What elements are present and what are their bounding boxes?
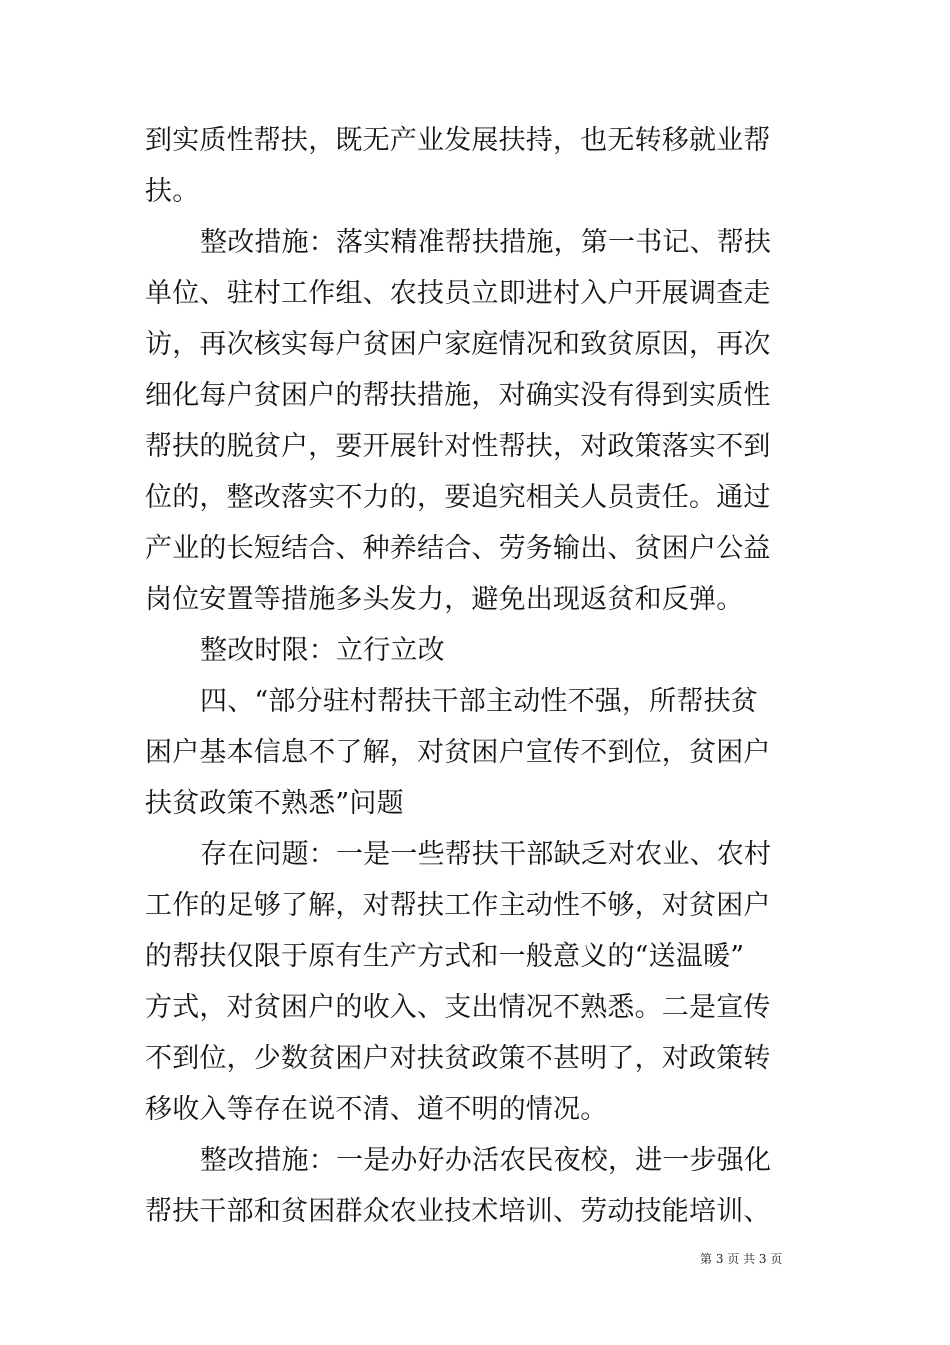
- text-line: 帮扶干部和贫困群众农业技术培训、劳动技能培训、: [145, 1196, 771, 1227]
- text-line: 帮扶的脱贫户，要开展针对性帮扶，对政策落实不到: [145, 431, 771, 462]
- text-line: 存在问题：一是一些帮扶干部缺乏对农业、农村: [200, 839, 772, 870]
- text-line: 产业的长短结合、种养结合、劳务输出、贫困户公益: [145, 533, 771, 564]
- text-line: 四、“部分驻村帮扶干部主动性不强，所帮扶贫: [200, 686, 759, 717]
- text-line: 不到位，少数贫困户对扶贫政策不甚明了，对政策转: [145, 1043, 771, 1074]
- text-line: 方式，对贫困户的收入、支出情况不熟悉。二是宣传: [145, 992, 771, 1023]
- text-line: 困户基本信息不了解，对贫困户宣传不到位，贫困户: [145, 737, 771, 768]
- text-line: 访，再次核实每户贫困户家庭情况和致贫原因，再次: [145, 329, 771, 360]
- text-line: 到实质性帮扶，既无产业发展扶持，也无转移就业帮: [145, 125, 771, 156]
- text-line: 单位、驻村工作组、农技员立即进村入户开展调查走: [145, 278, 771, 309]
- text-line: 工作的足够了解，对帮扶工作主动性不够，对贫困户: [145, 890, 771, 921]
- text-line: 岗位安置等措施多头发力，避免出现返贫和反弹。: [145, 584, 744, 615]
- text-line: 移收入等存在说不清、道不明的情况。: [145, 1094, 608, 1125]
- text-line: 扶贫政策不熟悉”问题: [145, 788, 404, 819]
- text-line: 细化每户贫困户的帮扶措施，对确实没有得到实质性: [145, 380, 771, 411]
- text-line: 的帮扶仅限于原有生产方式和一般意义的“送温暖”: [145, 941, 745, 972]
- text-line: 位的，整改落实不力的，要追究相关人员责任。通过: [145, 482, 771, 513]
- text-line: 整改措施：一是办好办活农民夜校，进一步强化: [200, 1145, 772, 1176]
- text-line: 整改措施：落实精准帮扶措施，第一书记、帮扶: [200, 227, 772, 258]
- text-line: 整改时限：立行立改: [200, 635, 445, 666]
- text-line: 扶。: [145, 176, 200, 207]
- page-number: 第 3 页 共 3 页: [700, 1252, 783, 1266]
